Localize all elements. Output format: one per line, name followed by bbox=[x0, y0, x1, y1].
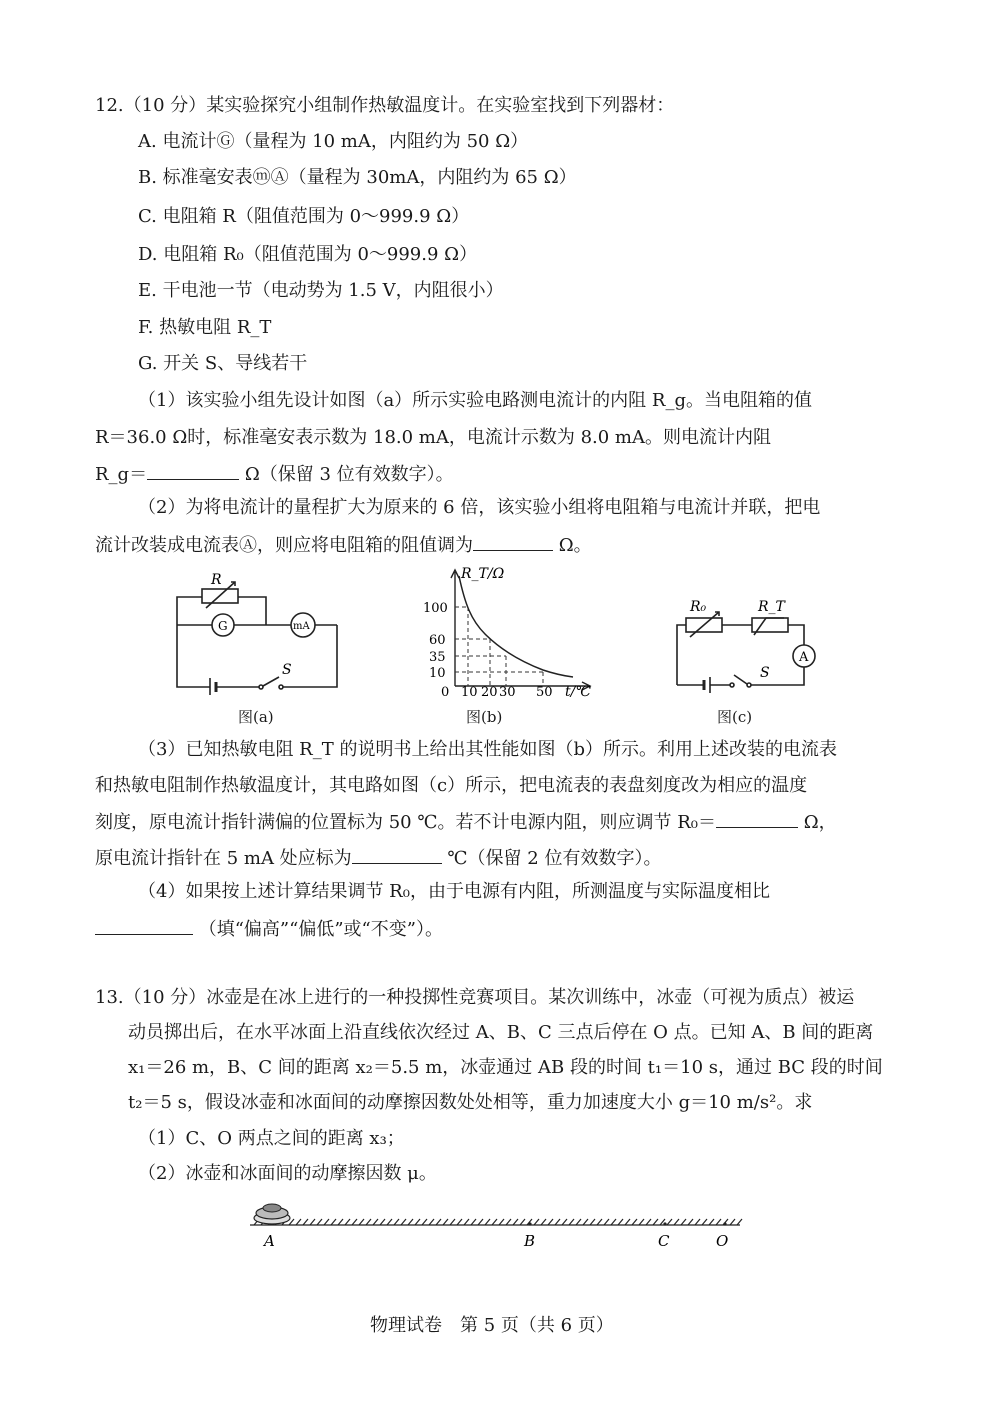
figure-a-caption: 图(a) bbox=[238, 708, 274, 726]
ice-hatch bbox=[569, 1219, 574, 1225]
q12-item-g: G. 开关 S、导线若干 bbox=[138, 353, 308, 374]
q12-item-e: E. 干电池一节（电动势为 1.5 V，内阻很小） bbox=[138, 280, 504, 301]
label-S-c: S bbox=[760, 665, 770, 681]
q12-part2-text: 流计改装成电流表Ⓐ，则应将电阻箱的阻值调为 bbox=[95, 535, 473, 556]
ytick-10: 10 bbox=[429, 666, 446, 681]
ice-hatch bbox=[632, 1219, 637, 1225]
xtick-50: 50 bbox=[536, 685, 553, 700]
ice-hatch bbox=[702, 1219, 707, 1225]
ice-hatch bbox=[674, 1219, 679, 1225]
ice-hatch bbox=[359, 1219, 364, 1225]
galvanometer-icon: G bbox=[218, 619, 228, 633]
ice-hatch bbox=[436, 1219, 441, 1225]
ice-hatch bbox=[667, 1219, 672, 1225]
point-B: B bbox=[524, 1232, 536, 1250]
figure-c-caption: 图(c) bbox=[717, 708, 753, 726]
label-S: S bbox=[282, 662, 292, 678]
ice-hatch bbox=[716, 1219, 721, 1225]
ice-hatch bbox=[492, 1219, 497, 1225]
ice-hatch bbox=[555, 1219, 560, 1225]
ammeter-icon: A bbox=[799, 650, 809, 665]
point-O: O bbox=[716, 1232, 729, 1250]
q12-part1-rg-label: R_g＝ bbox=[95, 464, 148, 485]
curling-stone-icon bbox=[254, 1204, 290, 1224]
ice-hatch bbox=[422, 1219, 427, 1225]
q12-part2-unit: Ω。 bbox=[558, 535, 592, 556]
q12-item-f: F. 热敏电阻 R_T bbox=[138, 317, 272, 338]
ice-hatch bbox=[401, 1219, 406, 1225]
ice-hatch bbox=[464, 1219, 469, 1225]
label-RT: R_T bbox=[758, 599, 785, 615]
ice-hatch bbox=[394, 1219, 399, 1225]
milliammeter-icon: mA bbox=[293, 621, 310, 632]
ice-hatch bbox=[366, 1219, 371, 1225]
ice-hatch bbox=[737, 1219, 742, 1225]
answer-blank-rg[interactable] bbox=[147, 461, 239, 480]
xtick-10: 10 bbox=[461, 685, 478, 700]
ice-hatch bbox=[548, 1219, 553, 1225]
ice-hatch bbox=[331, 1219, 336, 1225]
q12-part3-temp-text: 原电流计指针在 5 mA 处应标为 bbox=[95, 848, 352, 869]
ytick-100: 100 bbox=[423, 601, 448, 616]
ice-hatch bbox=[534, 1219, 539, 1225]
q13-line3: x₁＝26 m，B、C 间的距离 x₂＝5.5 m，冰壶通过 AB 段的时间 t₁＝10 s，通过 BC 段的时间 bbox=[128, 1057, 883, 1078]
answer-blank-bias[interactable] bbox=[95, 916, 193, 935]
ice-hatch bbox=[639, 1219, 644, 1225]
q12-item-b: B. 标准毫安表ⓜⒶ（量程为 30mA，内阻约为 65 Ω） bbox=[138, 167, 577, 188]
q13-sub2: （2）冰壶和冰面间的动摩擦因数 μ。 bbox=[138, 1163, 437, 1184]
answer-blank-r0[interactable] bbox=[716, 809, 798, 828]
ice-hatch bbox=[317, 1219, 322, 1225]
ice-hatch bbox=[457, 1219, 462, 1225]
q12-part1-unit: Ω（保留 3 位有效数字）。 bbox=[244, 464, 454, 485]
ice-hatch bbox=[478, 1219, 483, 1225]
ice-hatch bbox=[625, 1219, 630, 1225]
ytick-35: 35 bbox=[429, 650, 446, 665]
ice-hatch bbox=[688, 1219, 693, 1225]
q12-part3-r0-text: 刻度，原电流计指针满偏的位置标为 50 ℃。若不计电源内阻，则应调节 R₀＝ bbox=[95, 812, 716, 833]
q12-part2-line1: （2）为将电流计的量程扩大为原来的 6 倍，该实验小组将电阻箱与电流计并联，把电 bbox=[138, 497, 821, 518]
ice-hatch bbox=[296, 1219, 301, 1225]
ice-hatch bbox=[597, 1219, 602, 1225]
ytick-60: 60 bbox=[429, 633, 446, 648]
point-A: A bbox=[264, 1232, 275, 1250]
ice-hatch bbox=[590, 1219, 595, 1225]
label-R: R bbox=[211, 572, 222, 588]
ice-hatch bbox=[709, 1219, 714, 1225]
ice-hatch bbox=[611, 1219, 616, 1225]
ice-hatch bbox=[408, 1219, 413, 1225]
q12-part1-line1: （1）该实验小组先设计如图（a）所示实验电路测电流计的内阻 R_g。当电阻箱的值 bbox=[138, 390, 812, 411]
ice-hatch bbox=[499, 1219, 504, 1225]
q13-line4: t₂＝5 s，假设冰壶和冰面间的动摩擦因数处处相等，重力加速度大小 g＝10 m/s²。求 bbox=[128, 1092, 813, 1113]
ice-hatch bbox=[450, 1219, 455, 1225]
figure-b-caption: 图(b) bbox=[466, 708, 503, 726]
ice-hatch bbox=[303, 1219, 308, 1225]
label-R0: R₀ bbox=[690, 599, 707, 615]
ice-hatch bbox=[506, 1219, 511, 1225]
ice-hatch bbox=[443, 1219, 448, 1225]
ice-hatch bbox=[562, 1219, 567, 1225]
q12-part1-line2: R＝36.0 Ω时，标准毫安表示数为 18.0 mA，电流计示数为 8.0 mA。则电流计内阻 bbox=[95, 427, 771, 448]
ice-hatch bbox=[583, 1219, 588, 1225]
ice-hatch bbox=[513, 1219, 518, 1225]
ice-hatch bbox=[604, 1219, 609, 1225]
ice-hatch bbox=[415, 1219, 420, 1225]
q12-part3-line4 bbox=[95, 845, 661, 871]
q12-part3-line2: 和热敏电阻制作热敏温度计，其电路如图（c）所示，把电流表的表盘刻度改为相应的温度 bbox=[95, 775, 808, 796]
q12-item-d: D. 电阻箱 R₀（阻值范围为 0～999.9 Ω） bbox=[138, 244, 478, 265]
point-C: C bbox=[658, 1232, 670, 1250]
graph-xlabel: t/℃ bbox=[565, 684, 592, 700]
q12-part2-line2 bbox=[95, 532, 592, 558]
ice-hatch bbox=[618, 1219, 623, 1225]
answer-blank-resistance[interactable] bbox=[473, 532, 553, 551]
figure-a-circuit bbox=[165, 570, 350, 695]
ice-hatch bbox=[541, 1219, 546, 1225]
ice-hatch bbox=[387, 1219, 392, 1225]
xtick-30: 30 bbox=[499, 685, 516, 700]
ice-hatch bbox=[310, 1219, 315, 1225]
figure-b-graph bbox=[415, 560, 615, 700]
q13-line1: 13.（10 分）冰壶是在冰上进行的一种投掷性竞赛项目。某次训练中，冰壶（可视为质点）被运 bbox=[95, 987, 855, 1008]
ice-hatch bbox=[576, 1219, 581, 1225]
ice-hatch bbox=[520, 1219, 525, 1225]
ice-hatch bbox=[485, 1219, 490, 1225]
ice-hatch bbox=[695, 1219, 700, 1225]
graph-ylabel: R_T/Ω bbox=[461, 566, 505, 582]
ice-hatch bbox=[338, 1219, 343, 1225]
q12-part4-line2 bbox=[95, 916, 443, 942]
q12-item-c: C. 电阻箱 R（阻值范围为 0～999.9 Ω） bbox=[138, 206, 470, 227]
xtick-0: 0 bbox=[441, 685, 450, 700]
ice-hatch bbox=[345, 1219, 350, 1225]
q12-part3-temp-unit: ℃（保留 2 位有效数字）。 bbox=[447, 848, 662, 869]
ice-hatch bbox=[373, 1219, 378, 1225]
ice-hatch bbox=[646, 1219, 651, 1225]
ice-hatch bbox=[380, 1219, 385, 1225]
q12-part3-unit: Ω， bbox=[803, 812, 837, 833]
ice-hatch bbox=[681, 1219, 686, 1225]
ice-hatch bbox=[352, 1219, 357, 1225]
answer-blank-temperature[interactable] bbox=[352, 845, 442, 864]
q12-part4-options: （填“偏高”“偏低”或“不变”）。 bbox=[198, 919, 443, 940]
q12-title: 12.（10 分）某实验探究小组制作热敏温度计。在实验室找到下列器材： bbox=[95, 95, 675, 116]
xtick-20: 20 bbox=[481, 685, 498, 700]
ice-hatch bbox=[730, 1219, 735, 1225]
q12-part3-line1: （3）已知热敏电阻 R_T 的说明书上给出其性能如图（b）所示。利用上述改装的电流表 bbox=[138, 739, 837, 760]
q12-part4-line1: （4）如果按上述计算结果调节 R₀，由于电源有内阻，所测温度与实际温度相比 bbox=[138, 881, 770, 902]
ice-hatch bbox=[653, 1219, 658, 1225]
ice-hatch bbox=[324, 1219, 329, 1225]
curling-figure bbox=[240, 1198, 750, 1263]
q12-part1-line3 bbox=[95, 461, 454, 487]
q12-item-a: A. 电流计Ⓖ（量程为 10 mA，内阻约为 50 Ω） bbox=[138, 131, 529, 152]
page-footer: 物理试卷 第 5 页（共 6 页） bbox=[370, 1315, 614, 1336]
ice-hatch bbox=[471, 1219, 476, 1225]
ice-hatch bbox=[429, 1219, 434, 1225]
q13-sub1: （1）C、O 两点之间的距离 x₃； bbox=[138, 1128, 405, 1149]
q12-part3-line3 bbox=[95, 809, 837, 835]
q13-line2: 动员掷出后，在水平冰面上沿直线依次经过 A、B、C 三点后停在 O 点。已知 A、B 间的距离 bbox=[128, 1022, 874, 1043]
figure-c-circuit bbox=[668, 595, 818, 695]
